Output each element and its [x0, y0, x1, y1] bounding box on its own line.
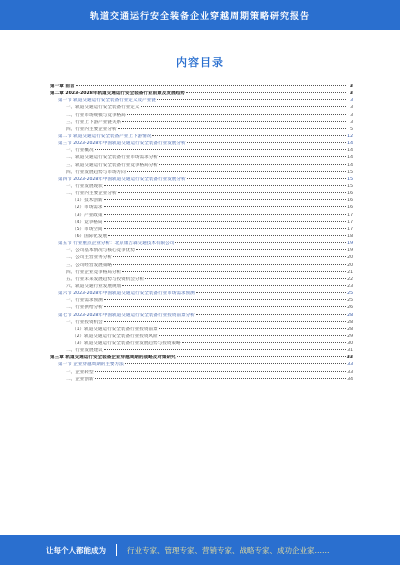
toc-leader-dots — [104, 349, 346, 350]
toc-leader-dots — [159, 335, 346, 336]
toc-leader-dots — [159, 156, 346, 157]
toc-leader-dots — [157, 99, 346, 100]
toc-entry[interactable] — [50, 348, 353, 355]
toc-entry[interactable] — [50, 198, 353, 205]
toc-entry-title: 五、行业未来发展趋势与投资机会分析 — [66, 276, 145, 282]
toc-leader-dots — [118, 192, 346, 193]
toc-entry[interactable] — [50, 362, 353, 369]
toc-entry-title: （1）技术创新 — [72, 198, 103, 204]
footer-divider — [116, 544, 117, 556]
toc-entry[interactable] — [50, 213, 353, 220]
toc-entry-title: 第一章 前言 — [50, 84, 75, 89]
toc-entry-title: 一、轨道交通运行安全装备行业定义 — [66, 105, 140, 111]
toc-page-number: 3 — [349, 91, 353, 97]
footer-banner — [0, 535, 400, 565]
toc-leader-dots — [95, 371, 346, 372]
report-title: 轨道交通运行安全装备企业穿越周期策略研究报告 — [89, 11, 310, 22]
toc-leader-dots — [177, 356, 346, 357]
toc-page-number: 25 — [347, 291, 353, 297]
toc-page-number: 19 — [347, 241, 353, 247]
toc-entry[interactable] — [50, 341, 353, 348]
toc-page-number: 26 — [347, 305, 353, 311]
toc-page-number: 29 — [347, 333, 353, 339]
footer-tagline: 行业专家、管理专家、营销专家、战略专家、成功企业家…… — [127, 545, 330, 555]
toc-entry[interactable] — [50, 227, 353, 234]
toc-entry[interactable] — [50, 184, 353, 191]
toc-entry[interactable] — [50, 305, 353, 312]
toc-page-number: 17 — [347, 226, 353, 232]
toc-leader-dots — [196, 292, 346, 293]
toc-leader-dots — [104, 221, 347, 222]
toc-leader-dots — [76, 85, 346, 86]
toc-leader-dots — [104, 321, 346, 322]
toc-page-number: 14 — [347, 162, 353, 168]
toc-page-number: 17 — [347, 212, 353, 218]
toc-page-number: 16 — [347, 205, 353, 211]
toc-entry[interactable] — [50, 313, 353, 320]
toc-page-number: 3 — [350, 119, 353, 125]
toc-page-number: 33 — [346, 355, 353, 361]
toc-entry[interactable] — [50, 170, 353, 177]
toc-page-number: 5 — [350, 126, 353, 132]
toc-entry[interactable] — [50, 291, 353, 298]
toc-leader-dots — [122, 285, 346, 286]
toc-heading: 内容目录 — [176, 56, 224, 69]
table-of-contents — [50, 84, 353, 384]
toc-leader-dots — [104, 214, 347, 215]
toc-entry-title: 一、企业转型 — [66, 369, 94, 375]
toc-leader-dots — [118, 128, 346, 129]
toc-entry[interactable] — [50, 155, 353, 162]
toc-leader-dots — [104, 299, 346, 300]
toc-leader-dots — [175, 242, 346, 243]
toc-leader-dots — [187, 142, 346, 143]
toc-entry-title: （4）竞争格局 — [72, 219, 103, 225]
toc-entry[interactable] — [50, 98, 353, 105]
toc-entry-title: 一、行业概况 — [66, 148, 94, 154]
toc-entry[interactable] — [50, 113, 353, 120]
toc-leader-dots — [136, 249, 346, 250]
toc-entry-title: 第四节 2023-2028年中国轨道交通运行安全装备行业发展分析 — [58, 176, 186, 182]
toc-entry-title: 第二章 2023-2028年轨道交通运行安全装备行业前景及发展趋势 — [50, 91, 185, 97]
toc-leader-dots — [145, 278, 346, 279]
toc-page-number: 33 — [347, 369, 353, 375]
toc-leader-dots — [122, 271, 346, 272]
toc-page-number: 16 — [347, 198, 353, 204]
toc-entry-title: 四、行业企业竞争格局分析 — [66, 269, 122, 275]
toc-leader-dots — [159, 328, 346, 329]
toc-page-number: 15 — [347, 169, 353, 175]
toc-entry-title: （1）轨道交通运行安全装备行业投资前景 — [72, 326, 158, 332]
toc-page-number: 28 — [347, 326, 353, 332]
toc-entry-title: 第一节 企业穿越周期的主要方法 — [58, 362, 124, 368]
toc-entry-title: 二、行业市场规模与竞争格局 — [66, 112, 126, 118]
toc-entry[interactable] — [50, 91, 353, 98]
toc-page-number: 34 — [347, 376, 353, 382]
toc-page-number: 16 — [347, 191, 353, 197]
toc-entry[interactable] — [50, 255, 353, 262]
toc-page-number: 3 — [350, 112, 353, 118]
header-banner — [0, 0, 400, 30]
toc-leader-dots — [104, 199, 347, 200]
toc-entry[interactable] — [50, 284, 353, 291]
toc-page-number: 15 — [347, 176, 353, 182]
toc-entry-title: 第七节 2023-2028年中国轨道交通运行安全装备行业投资前景分析 — [58, 312, 195, 318]
toc-entry-title: 第五节 行业重点企业分析：北京康吉森交通技术有限公司 — [58, 241, 175, 247]
toc-page-number: 3 — [349, 84, 353, 89]
toc-page-number: 14 — [347, 155, 353, 161]
toc-leader-dots — [125, 363, 346, 364]
toc-entry-title: 三、轨道交通运行安全装备行业竞争格局分析 — [66, 162, 158, 168]
toc-entry-title: （3）产业政策 — [72, 212, 103, 218]
toc-entry[interactable] — [50, 234, 353, 241]
toc-entry[interactable] — [50, 355, 353, 362]
toc-entry-title: （6）国际化发展 — [72, 233, 108, 239]
toc-leader-dots — [104, 206, 347, 207]
toc-page-number: 12 — [347, 133, 353, 139]
toc-entry[interactable] — [50, 141, 353, 148]
toc-page-number: 17 — [347, 219, 353, 225]
toc-page-number: 23 — [347, 283, 353, 289]
toc-page-number: 30 — [347, 341, 353, 347]
toc-leader-dots — [113, 264, 346, 265]
toc-leader-dots — [122, 121, 346, 122]
toc-entry-title: 一、行业需求预测 — [66, 298, 103, 304]
toc-leader-dots — [187, 178, 346, 179]
toc-entry[interactable] — [50, 248, 353, 255]
toc-entry-title: 第一节 轨道交通运行安全装备行业定义及产业链 — [58, 98, 156, 104]
toc-entry[interactable] — [50, 205, 353, 212]
toc-page-number: 25 — [347, 298, 353, 304]
toc-entry[interactable] — [50, 220, 353, 227]
toc-entry-title: （2）轨道交通运行安全装备行业投资风险 — [72, 333, 158, 339]
toc-page-number: 14 — [347, 141, 353, 147]
toc-entry-title: （3）轨道交通运行安全装备行业发展趋势与投资策略 — [72, 341, 181, 347]
toc-entry-title: 一、行业发展现状 — [66, 183, 103, 189]
toc-entry-title: 二、行业内主要企业分析 — [66, 191, 117, 197]
toc-entry[interactable] — [50, 84, 353, 91]
toc-entry-title: 二、行业供给分析 — [66, 305, 103, 311]
toc-leader-dots — [95, 149, 346, 150]
toc-leader-dots — [104, 185, 346, 186]
toc-entry-title: 一、行业投资机会 — [66, 319, 103, 325]
toc-entry[interactable] — [50, 277, 353, 284]
toc-page-number: 18 — [347, 233, 353, 239]
toc-entry[interactable] — [50, 191, 353, 198]
toc-page-number: 19 — [347, 248, 353, 254]
toc-leader-dots — [127, 114, 346, 115]
toc-page-number: 22 — [347, 276, 353, 282]
toc-entry[interactable] — [50, 163, 353, 170]
toc-entry[interactable] — [50, 377, 353, 384]
toc-page-number: 20 — [347, 262, 353, 268]
toc-entry[interactable] — [50, 177, 353, 184]
toc-page-number: 28 — [347, 319, 353, 325]
toc-entry[interactable] — [50, 298, 353, 305]
toc-entry[interactable] — [50, 127, 353, 134]
toc-leader-dots — [127, 171, 346, 172]
toc-entry[interactable] — [50, 327, 353, 334]
toc-entry-title: 二、行业发展建议 — [66, 348, 103, 354]
toc-entry-title: 四、行业内主要企业分析 — [66, 126, 117, 132]
toc-entry[interactable] — [50, 241, 353, 248]
toc-page-number: 21 — [347, 269, 353, 275]
toc-entry-title: 三、公司经营发展策略 — [66, 262, 112, 268]
toc-page-number: 3 — [350, 105, 353, 111]
toc-page-number: 3 — [350, 98, 353, 104]
toc-page-number: 31 — [347, 348, 353, 354]
toc-leader-dots — [104, 306, 346, 307]
toc-entry[interactable] — [50, 263, 353, 270]
toc-entry-title: 第二节 轨道交通运行安全装备产业上下游情况 — [58, 133, 152, 139]
toc-entry-title: （5）市场空间 — [72, 226, 103, 232]
toc-page-number: 28 — [347, 312, 353, 318]
toc-leader-dots — [104, 228, 347, 229]
toc-entry[interactable] — [50, 370, 353, 377]
toc-entry[interactable] — [50, 148, 353, 155]
toc-entry-title: 第六节 2023-2028年中国轨道交通运行安全装备行业市场需求预测 — [58, 291, 195, 297]
toc-leader-dots — [152, 135, 346, 136]
footer-slogan: 让每个人都能成为 — [46, 545, 106, 555]
toc-leader-dots — [113, 256, 346, 257]
toc-entry[interactable] — [50, 134, 353, 141]
toc-entry-title: 六、轨道交通行业发展规划 — [66, 283, 122, 289]
toc-page-number: 15 — [347, 183, 353, 189]
toc-entry-title: 二、轨道交通运行安全装备行业市场需求分析 — [66, 155, 158, 161]
toc-entry-title: 第三章 轨道交通运行安全装备企业穿越周期的战略及对策研究 — [50, 355, 176, 361]
toc-leader-dots — [108, 235, 346, 236]
toc-page-number: 14 — [347, 148, 353, 154]
toc-leader-dots — [196, 314, 346, 315]
toc-entry[interactable] — [50, 320, 353, 327]
toc-leader-dots — [159, 164, 346, 165]
toc-entry-title: 第三节 2023-2028年中国轨道交通运行安全装备行业发展分析 — [58, 141, 186, 147]
toc-leader-dots — [182, 342, 346, 343]
toc-entry-title: （2）市场需求 — [72, 205, 103, 211]
toc-leader-dots — [141, 106, 346, 107]
toc-page-number: 20 — [347, 255, 353, 261]
toc-entry[interactable] — [50, 120, 353, 127]
toc-entry-title: 三、行业上下游产业链关系 — [66, 119, 122, 125]
toc-leader-dots — [95, 378, 346, 379]
toc-entry[interactable] — [50, 105, 353, 112]
toc-entry[interactable] — [50, 270, 353, 277]
toc-entry-title: 一、公司基本情况与核心竞争优势 — [66, 248, 135, 254]
toc-page-number: 33 — [347, 362, 353, 368]
toc-entry[interactable] — [50, 334, 353, 341]
toc-entry-title: 二、企业创新 — [66, 376, 94, 382]
toc-entry-title: 二、公司主营业务分析 — [66, 255, 112, 261]
toc-leader-dots — [186, 92, 346, 93]
toc-entry-title: 四、行业发展趋势与市场方向 — [66, 169, 126, 175]
